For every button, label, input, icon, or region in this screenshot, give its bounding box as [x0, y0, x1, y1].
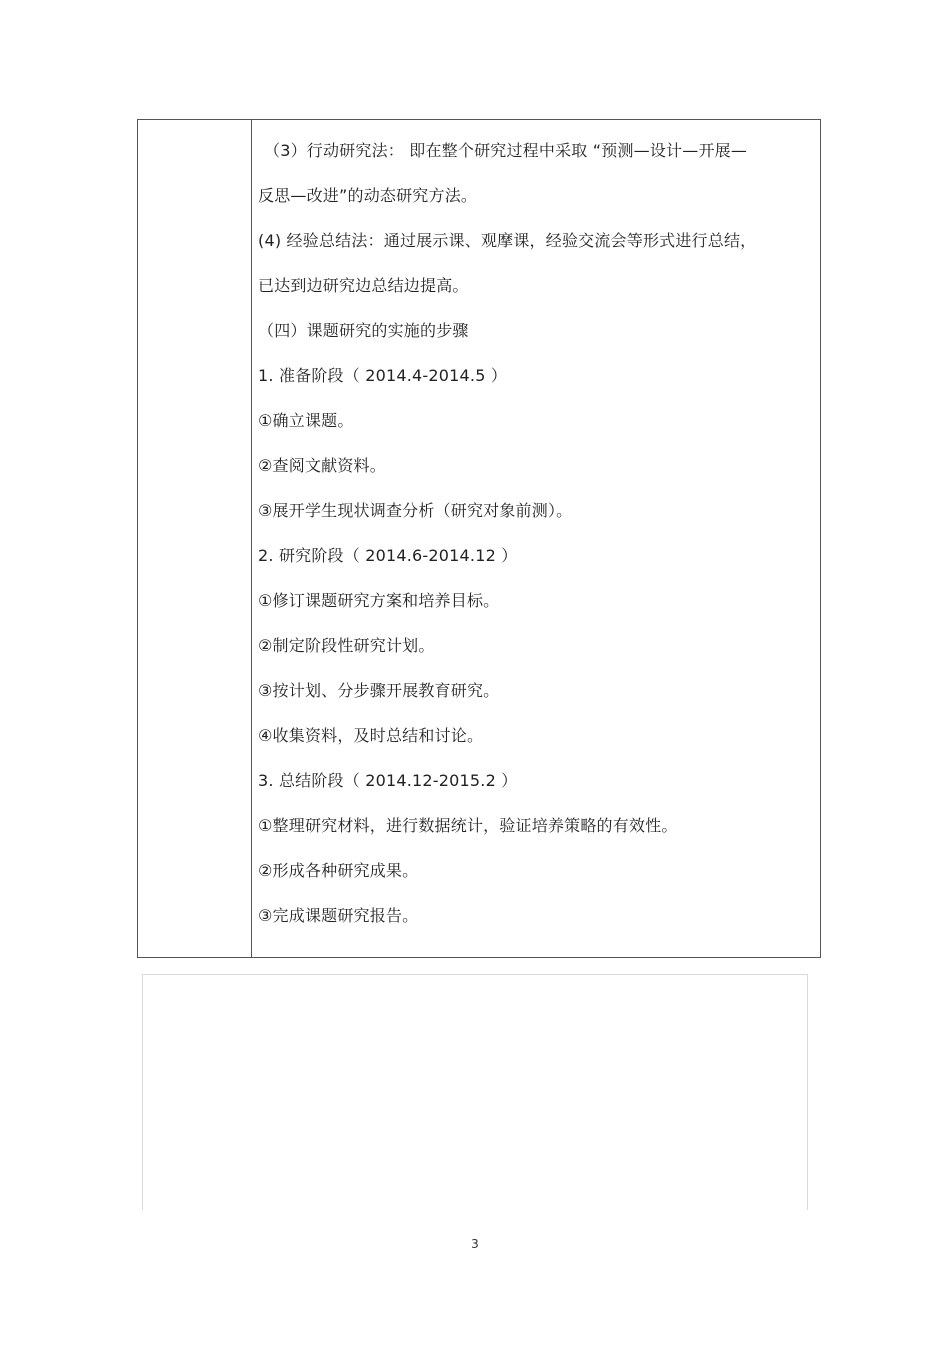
research-methods-table — [137, 119, 821, 958]
list-item: ③完成课题研究报告。 — [258, 906, 419, 925]
empty-table-box — [142, 974, 808, 1210]
list-item: ①修订课题研究方案和培养目标。 — [258, 591, 500, 610]
list-item: ①整理研究材料，进行数据统计，验证培养策略的有效性。 — [258, 816, 678, 835]
list-item: ③按计划、分步骤开展教育研究。 — [258, 681, 500, 700]
text-line: (4) 经验总结法：通过展示课、观摩课，经验交流会等形式进行总结， — [258, 231, 757, 250]
text-line: 已达到边研究边总结边提高。 — [258, 276, 469, 295]
column-divider — [251, 120, 252, 957]
list-item: ②制定阶段性研究计划。 — [258, 636, 435, 655]
stage-heading: 3. 总结阶段（ 2014.12-2015.2 ） — [258, 771, 518, 790]
page-number: 3 — [471, 1237, 479, 1251]
stage-heading: 1. 准备阶段（ 2014.4-2014.5 ） — [258, 366, 508, 385]
list-item: ④收集资料，及时总结和讨论。 — [258, 726, 484, 745]
text-line: 反思—改进”的动态研究方法。 — [258, 186, 478, 205]
table-content-cell — [258, 128, 814, 938]
section-heading: （四）课题研究的实施的步骤 — [258, 321, 469, 340]
text-line: （3）行动研究法： 即在整个研究过程中采取 “预测—设计—开展— — [264, 141, 748, 160]
stage-heading: 2. 研究阶段（ 2014.6-2014.12 ） — [258, 546, 518, 565]
list-item: ③展开学生现状调查分析（研究对象前测）。 — [258, 501, 573, 520]
list-item: ①确立课题。 — [258, 411, 354, 430]
list-item: ②形成各种研究成果。 — [258, 861, 419, 880]
list-item: ②查阅文献资料。 — [258, 456, 386, 475]
